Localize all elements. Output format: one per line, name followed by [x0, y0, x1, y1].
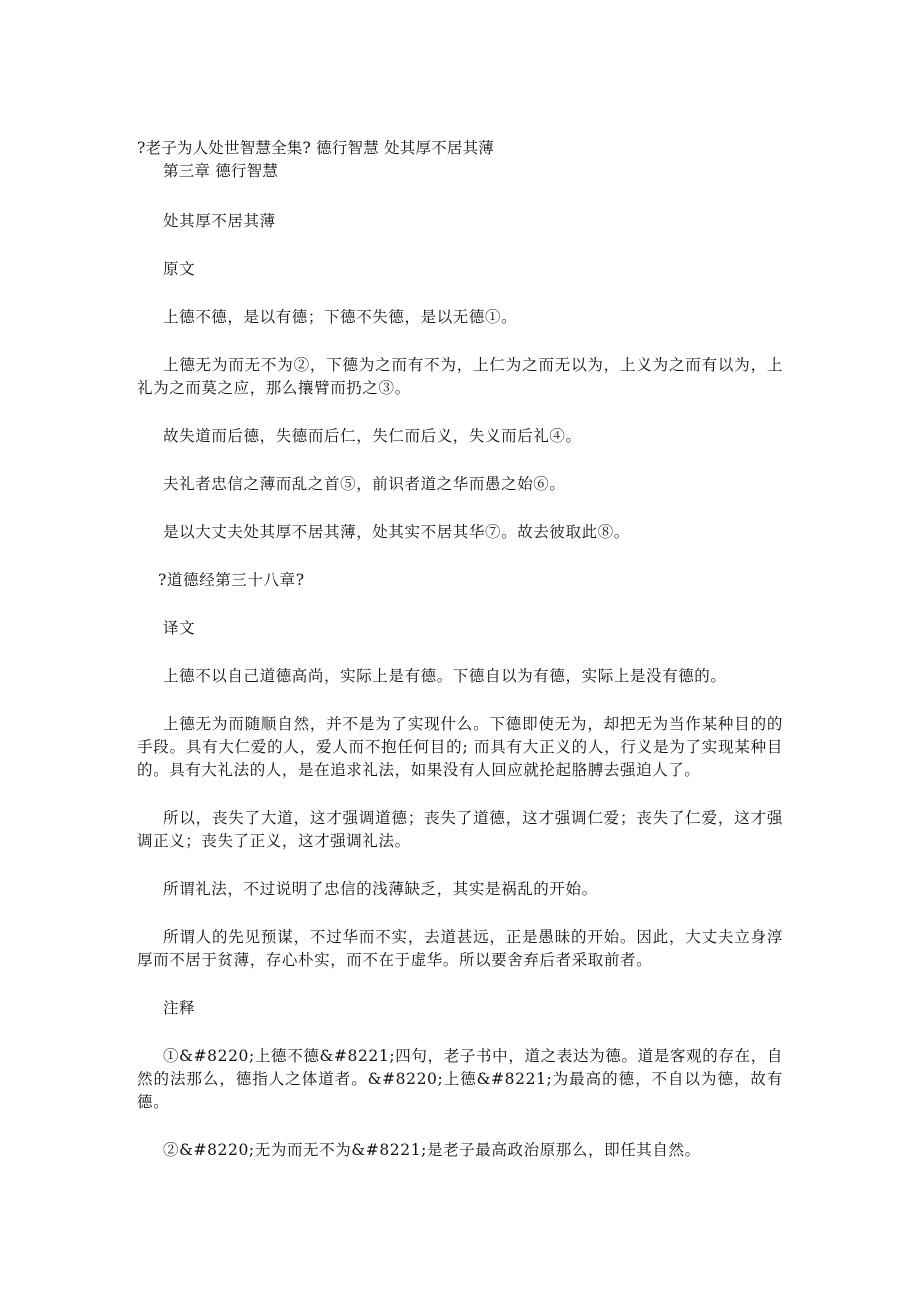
- translation-heading: 译文: [163, 619, 196, 637]
- document-title: ?老子为人处世智慧全集? 德行智慧 处其厚不居其薄: [137, 139, 494, 157]
- original-paragraph: 夫礼者忠信之薄而乱之首⑤，前识者道之华而愚之始⑥。: [163, 475, 566, 493]
- document-page: [137, 137, 783, 1187]
- source-citation: ?道德经第三十八章?: [158, 571, 305, 589]
- translation-paragraph: 所谓礼法，不过说明了忠信的浅薄缺乏，其实是祸乱的开始。: [163, 880, 598, 898]
- original-paragraph: 上德不德，是以有德；下德不失德，是以无德①。: [163, 308, 518, 326]
- section-title: 处其厚不居其薄: [163, 212, 276, 230]
- translation-paragraph: 所谓人的先见预谋，不过华而不实，去道甚远，正是愚昧的开始。因此，大丈夫立身淳厚而不居于贫薄，存心朴实，而不在于虚华。所以要舍弃后者采取前者。: [137, 928, 783, 969]
- notes-heading: 注释: [163, 999, 196, 1017]
- translation-paragraph: 所以，丧失了大道，这才强调道德；丧失了道德，这才强调仁爱；丧失了仁爱，这才强调正义；丧失了正义，这才强调礼法。: [137, 809, 783, 850]
- translation-paragraph: 上德无为而随顺自然，并不是为了实现什么。下德即使无为，却把无为当作某种目的的手段。具有大仁爱的人，爱人而不抱任何目的; 而具有大正义的人，行义是为了实现某种目的。具有大礼法的人，是在追求礼法，如果没有人回应就抡起胳膊去强迫人了。: [137, 715, 783, 779]
- original-paragraph: 上德无为而无不为②，下德为之而有不为，上仁为之而无以为，上义为之而有以为，上礼为之而莫之应，那么攘臂而扔之③。: [137, 356, 783, 397]
- translation-paragraph: 上德不以自己道德高尚，实际上是有德。下德自以为有德，实际上是没有德的。: [163, 667, 727, 685]
- note-item: ②&#8220;无为而无不为&#8221;是老子最高政治原那么，即任其自然。: [163, 1141, 701, 1159]
- chapter-heading: 第三章 德行智慧: [163, 162, 279, 180]
- original-paragraph: 故失道而后德，失德而后仁，失仁而后义，失义而后礼④。: [163, 427, 582, 445]
- original-heading: 原文: [163, 260, 196, 278]
- original-paragraph: 是以大丈夫处其厚不居其薄，处其实不居其华⑦。故去彼取此⑧。: [163, 523, 630, 541]
- note-item: ①&#8220;上德不德&#8221;四句，老子书中，道之表达为德。道是客观的存在，自然的法那么，德指人之体道者。&#8220;上德&#8221;为最高的德，不自以为德，故有德。: [137, 1047, 783, 1111]
